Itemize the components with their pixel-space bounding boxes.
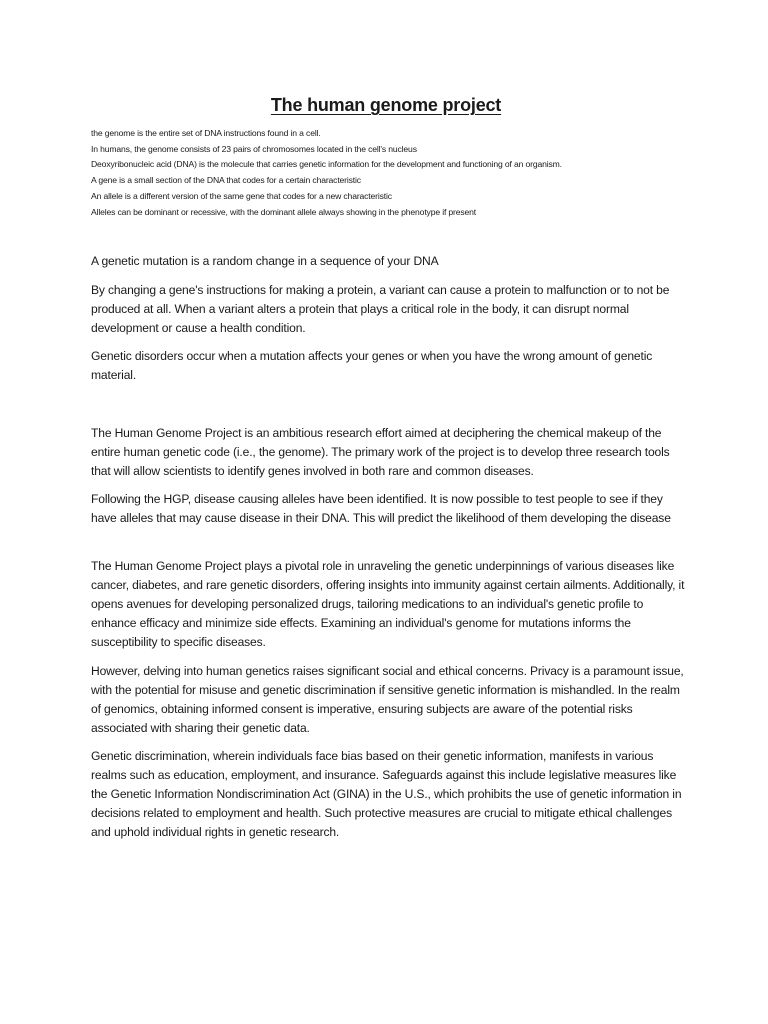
paragraph-genetic-disorders: Genetic disorders occur when a mutation affects your genes or when you have the wrong amount of genetic material. — [91, 349, 653, 382]
paragraph-hgp-testing: Following the HGP, disease causing alleles have been identified. It is now possible to test people to see if they have alleles that may cause disease in their DNA. This will predict the likelihood of them developing the disease — [91, 492, 671, 525]
paragraph-hgp-medical-role: The Human Genome Project plays a pivotal role in unraveling the genetic underpinnings of various diseases like cancer, diabetes, and rare genetic disorders, offering insights into immunity against certain ailments. Additionally, it opens avenues for developing personalized drugs, tailoring medications to an individual's genetic profile to enhance efficacy and minimize side effects. Examining an individual's genome for mutations informs the susceptibility to specific diseases. — [91, 559, 685, 649]
document-title: The human genome project — [270, 95, 502, 115]
fact-line: An allele is a different version of the same gene that codes for a new characteristic — [91, 190, 392, 201]
paragraph-mutation-definition: A genetic mutation is a random change in a sequence of your DNA — [91, 254, 439, 268]
fact-line: In humans, the genome consists of 23 pairs of chromosomes located in the cell's nucleus — [91, 143, 417, 154]
fact-line: the genome is the entire set of DNA instructions found in a cell. — [91, 128, 321, 138]
fact-line: A gene is a small section of the DNA that codes for a certain characteristic — [91, 175, 361, 186]
paragraph-variant-effects: By changing a gene's instructions for making a protein, a variant can cause a protein to malfunction or to not be produced at all. When a variant alters a protein that plays a critical role in the body, it can disrupt normal development or cause a health condition. — [91, 283, 670, 335]
facts-list — [91, 126, 731, 220]
paragraph-hgp-overview: The Human Genome Project is an ambitious research effort aimed at deciphering the chemical makeup of the entire human genetic code (i.e., the genome). The primary work of the project is to develop three research tools that will allow scientists to identify genes involved in both rare and common diseases. — [91, 426, 670, 478]
paragraph-genetic-discrimination: Genetic discrimination, wherein individuals face bias based on their genetic information, manifests in various realms such as education, employment, and insurance. Safeguards against this include legislative measures like the Genetic Information Nondiscrimination Act (GINA) in the U.S., which prohibits the use of genetic information in decisions related to employment and health. Such protective measures are crucial to mitigate ethical challenges and uphold individual rights in genetic research. — [91, 749, 682, 839]
paragraph-ethical-concerns: However, delving into human genetics raises significant social and ethical concerns. Privacy is a paramount issue, with the potential for misuse and genetic discrimination if sensitive genetic information is mishandled. In the realm of genomics, obtaining informed consent is imperative, ensuring subjects are aware of the potential risks associated with sharing their genetic data. — [91, 664, 684, 735]
fact-line: Deoxyribonucleic acid (DNA) is the molecule that carries genetic information for the development and functioning of an organism. — [91, 159, 562, 170]
fact-line: Alleles can be dominant or recessive, with the dominant allele always showing in the phenotype if present — [91, 206, 477, 217]
